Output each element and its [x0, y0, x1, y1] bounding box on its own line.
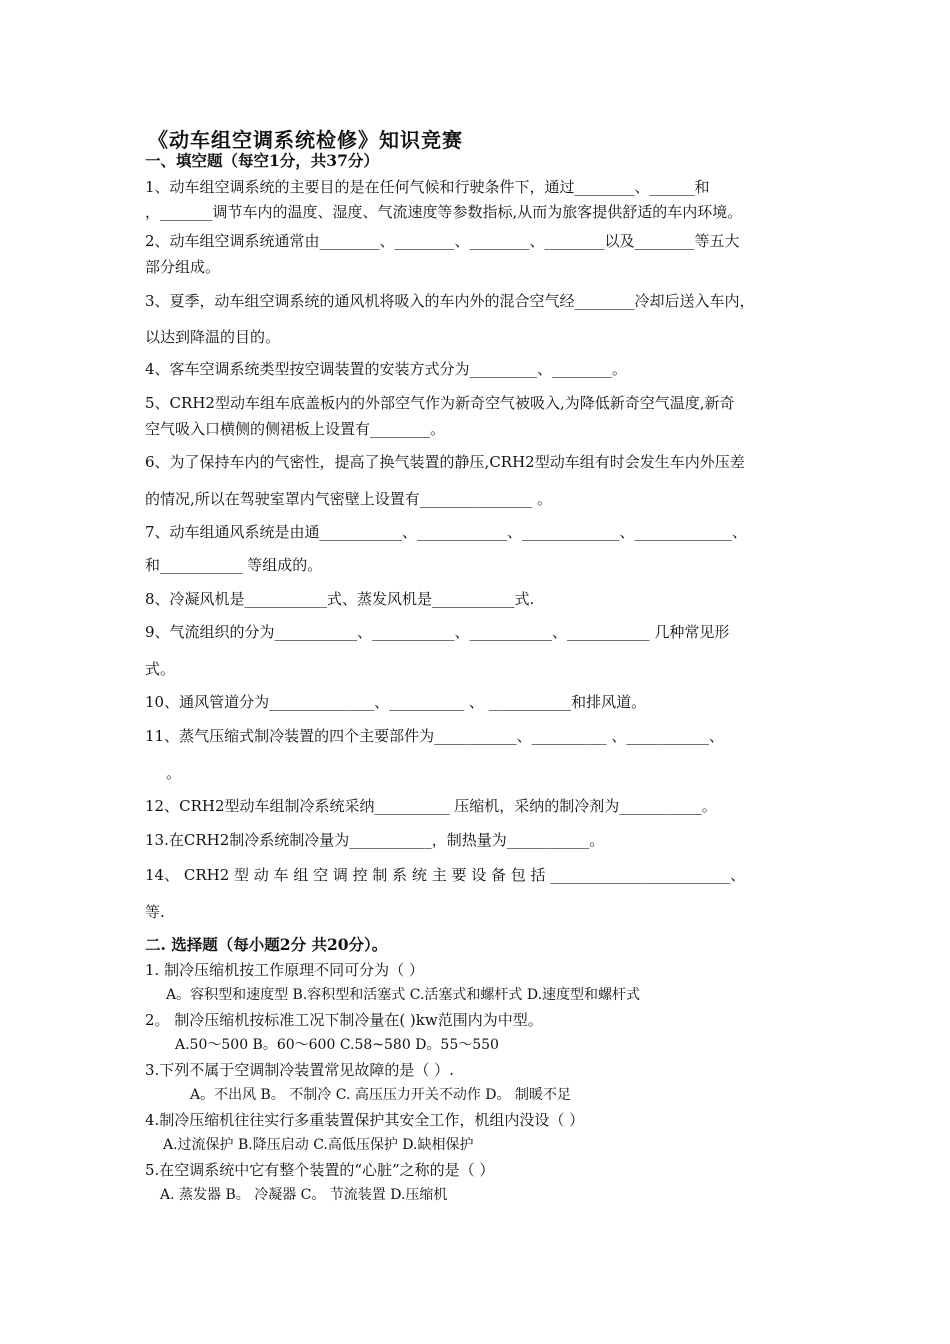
q6-line-1: 6、为了保持车内的气密性，提高了换气装置的静压,CRH2型动车组有时会发生车内外压差	[145, 453, 745, 471]
q9-line-2: 式。	[145, 660, 176, 678]
q10-line-1: 10、通风管道分为______________、__________ 、 ___________和排风道。	[145, 693, 647, 711]
q5-line-1: 5、CRH2型动车组车底盖板内的外部空气作为新奇空气被吸入,为降低新奇空气温度,新奇	[145, 394, 735, 412]
q2-line-2: 部分组成。	[145, 258, 221, 276]
q3-line-1: 3、夏季，动车组空调系统的通风机将吸入的车内外的混合空气经________冷却后送入车内，	[145, 292, 755, 310]
q1-line-1: 1、动车组空调系统的主要目的是在任何气候和行驶条件下，通过________、______和	[145, 178, 710, 196]
mc-q4-options: A.过流保护 B.降压启动 C.高低压保护 D.缺相保护	[163, 1137, 474, 1153]
q5-line-2: 空气吸入口横侧的侧裙板上设置有________。	[145, 420, 446, 438]
q8-line-1: 8、冷凝风机是___________式、蒸发风机是___________式.	[145, 590, 535, 608]
mc-q3-stem: 3.下列不属于空调制冷装置常见故障的是（ ）.	[145, 1061, 454, 1079]
q4-line-1: 4、客车空调系统类型按空调装置的安装方式分为_________、________。	[145, 360, 628, 378]
q7-line-2: 和___________ 等组成的。	[145, 556, 323, 574]
mc-q5-options: A. 蒸发器 B。 冷凝器 C。 节流装置 D.压缩机	[160, 1187, 448, 1203]
mc-q1-options: A。容积型和速度型 B.容积型和活塞式 C.活塞式和螺杆式 D.速度型和螺杆式	[166, 987, 641, 1003]
q13-line-1: 13.在CRH2制冷系统制冷量为___________，制热量为___________。	[145, 831, 605, 849]
mc-q3-options: A。不出风 B。 不制冷 C. 高压压力开关不动作 D。 制暖不足	[190, 1087, 571, 1103]
mc-q1-stem: 1. 制冷压缩机按工作原理不同可分为（ ）	[145, 961, 424, 979]
q9-line-1: 9、气流组织的分为___________、___________、___________、___________ 几种常见形	[145, 623, 730, 641]
mc-q2-options: A.50～500 B。60～600 C.58~580 D。55～550	[175, 1037, 499, 1053]
mc-q2-stem: 2。 制冷压缩机按标准工况下制冷量在( )kw范围内为中型。	[145, 1011, 543, 1029]
q1-line-2: ，_______调节车内的温度、湿度、气流速度等参数指标,从而为旅客提供舒适的车内环境。	[145, 203, 743, 221]
q14-line-1: 14、 CRH2 型 动 车 组 空 调 控 制 系 统 主 要 设 备 包 括 ________________________、	[145, 866, 746, 884]
q12-line-1: 12、CRH2型动车组制冷系统采纳__________ 压缩机，采纳的制冷剂为___________。	[145, 797, 717, 815]
mc-q5-stem: 5.在空调系统中它有整个装置的“心脏”之称的是（ ）	[145, 1161, 495, 1179]
mc-q4-stem: 4.制冷压缩机往往实行多重装置保护其安全工作，机组内没设（ ）	[145, 1111, 585, 1129]
q14-line-2: 等.	[145, 903, 165, 921]
q2-line-1: 2、动车组空调系统通常由________、________、________、________以及________等五大	[145, 232, 740, 250]
document-title: 《动车组空调系统检修》知识竞赛	[148, 128, 463, 152]
q3-line-2: 以达到降温的目的。	[145, 328, 281, 346]
section-1-heading: 一、填空题（每空1分，共37分）	[145, 151, 379, 170]
q7-line-1: 7、动车组通风系统是由通___________、____________、_____________、_____________、	[145, 523, 748, 541]
q11-line-2: 。	[166, 764, 182, 782]
q6-line-2: 的情况,所以在驾驶室罩内气密壁上设置有_______________ 。	[145, 490, 553, 508]
section-2-heading: 二. 选择题（每小题2分 共20分）。	[145, 935, 388, 954]
q11-line-1: 11、蒸气压缩式制冷装置的四个主要部件为___________、__________ 、___________、	[145, 727, 724, 745]
